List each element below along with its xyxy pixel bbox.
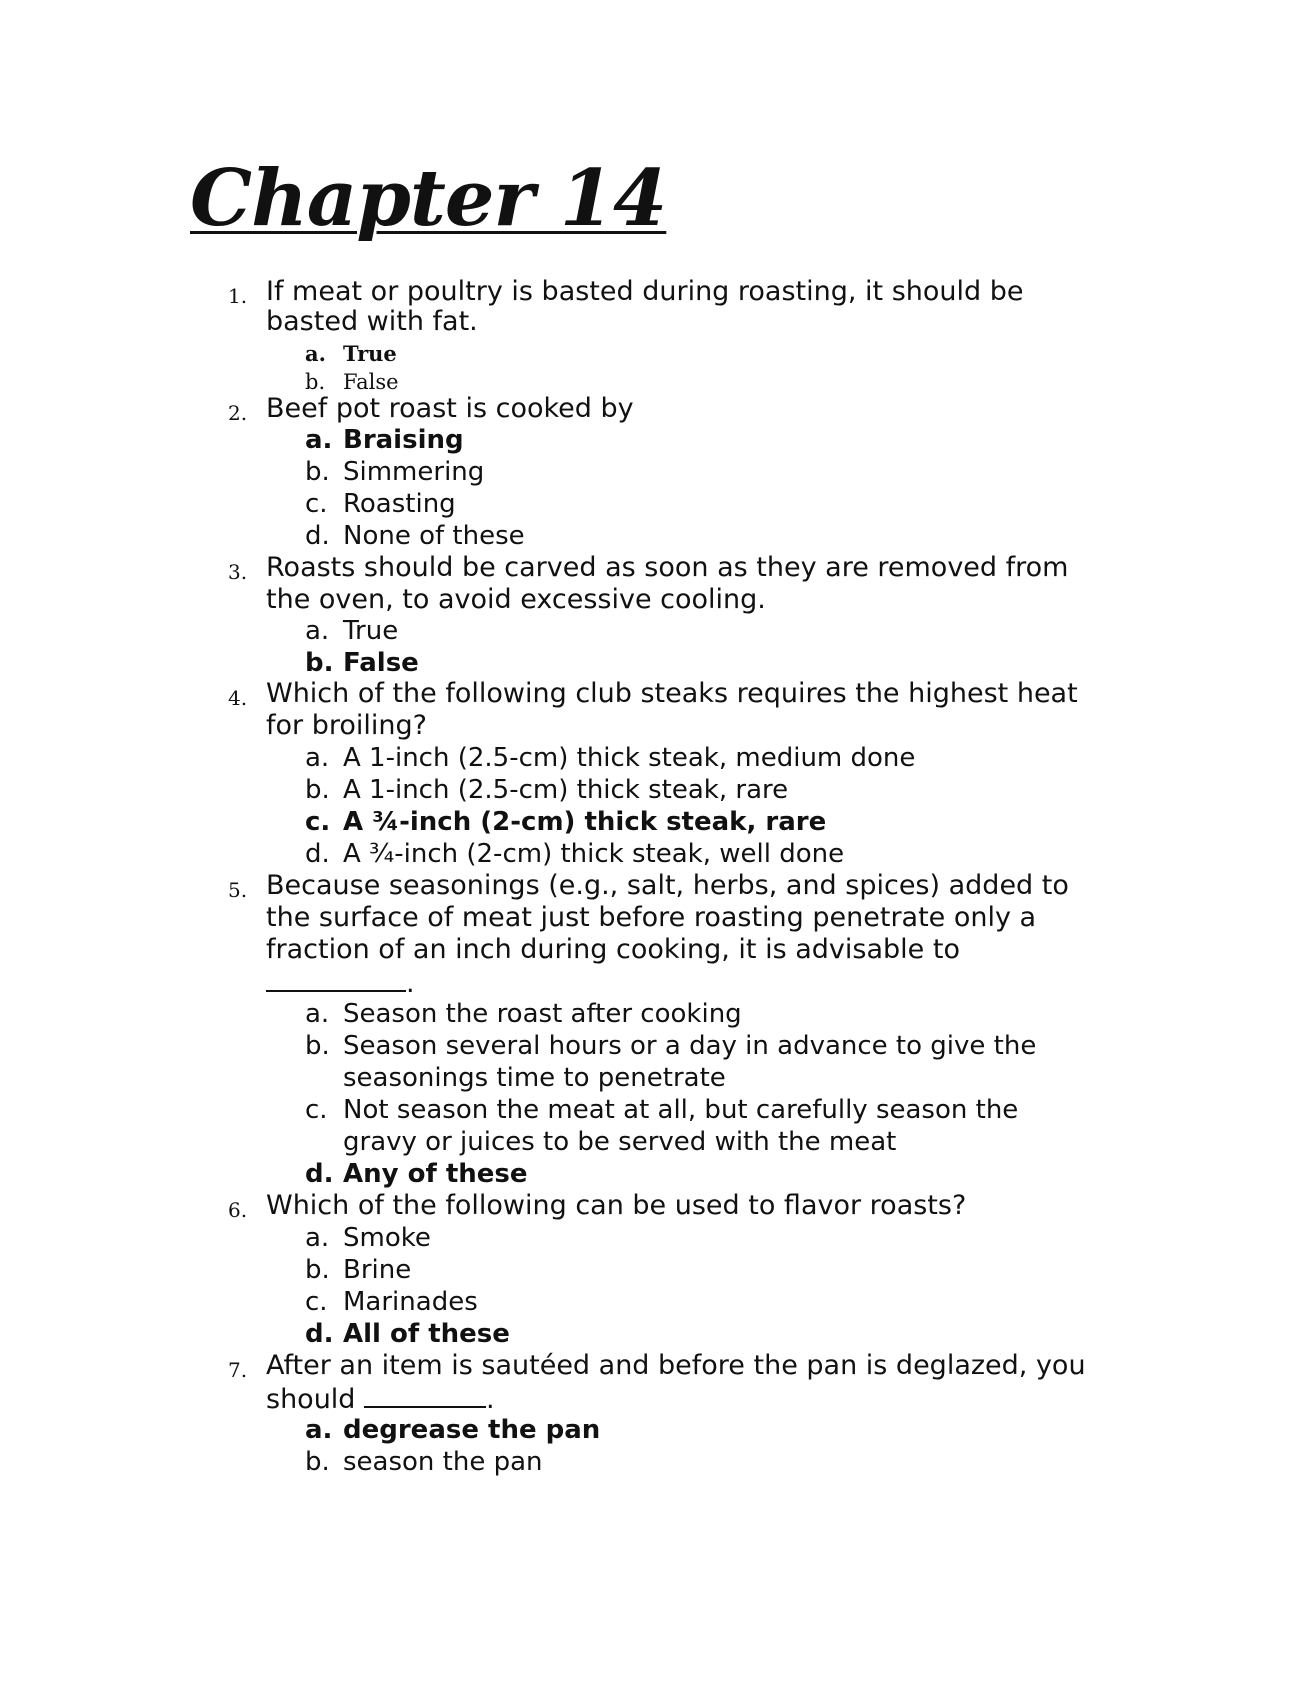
option-text-correct: All of these	[343, 1319, 510, 1349]
option-letter: c.	[305, 1095, 328, 1125]
option-letter: a.	[305, 1415, 333, 1445]
option-letter: b.	[305, 1255, 330, 1285]
question-blank-line	[266, 966, 415, 1000]
option-text-correct: Any of these	[343, 1159, 528, 1189]
question-number: 3.	[228, 560, 248, 584]
option-letter: b.	[305, 648, 334, 678]
option-letter: c.	[305, 489, 328, 519]
option-text-correct: Braising	[343, 425, 464, 455]
option-text-continued: gravy or juices to be served with the meat	[343, 1127, 897, 1157]
question-number: 7.	[228, 1358, 248, 1382]
question-number: 5.	[228, 878, 248, 902]
option-text: A ¾-inch (2-cm) thick steak, well done	[343, 839, 845, 869]
option-letter: d.	[305, 839, 330, 869]
question-blank-line	[266, 1382, 495, 1416]
option-letter: a.	[305, 743, 330, 773]
option-letter: b.	[305, 457, 330, 487]
question-text: After an item is sautéed and before the pan is deglazed, you	[266, 1350, 1086, 1381]
option-text: Roasting	[343, 489, 456, 519]
option-letter: a.	[305, 616, 330, 646]
option-text-correct: False	[343, 648, 419, 678]
option-text: None of these	[343, 521, 525, 551]
question-number: 4.	[228, 686, 248, 710]
option-text: A 1-inch (2.5-cm) thick steak, medium done	[343, 743, 916, 773]
question-text: the oven, to avoid excessive cooling.	[266, 584, 766, 615]
answer-blank	[266, 966, 406, 992]
question-text: should	[266, 1384, 356, 1415]
question-text: Which of the following club steaks requires the highest heat	[266, 678, 1078, 709]
question-text: .	[486, 1384, 495, 1415]
question-text: for broiling?	[266, 710, 427, 741]
option-letter: a.	[305, 999, 330, 1029]
question-text: Which of the following can be used to flavor roasts?	[266, 1190, 967, 1221]
option-text-correct: A ¾-inch (2-cm) thick steak, rare	[343, 807, 827, 837]
option-text: Season several hours or a day in advance to give the	[343, 1031, 1037, 1061]
question-text: .	[406, 968, 415, 999]
option-letter: b.	[305, 1447, 330, 1477]
option-text: Not season the meat at all, but carefully season the	[343, 1095, 1019, 1125]
option-text: A 1-inch (2.5-cm) thick steak, rare	[343, 775, 789, 805]
option-text: Season the roast after cooking	[343, 999, 742, 1029]
option-text-correct: True	[343, 341, 397, 366]
question-text: the surface of meat just before roasting penetrate only a	[266, 902, 1037, 933]
question-number: 1.	[228, 284, 248, 308]
answer-blank	[364, 1382, 486, 1408]
option-text: True	[343, 616, 399, 646]
option-text: Simmering	[343, 457, 485, 487]
question-text: Because seasonings (e.g., salt, herbs, and spices) added to	[266, 870, 1069, 901]
option-letter: a.	[305, 1223, 330, 1253]
option-letter: d.	[305, 1319, 334, 1349]
option-letter: c.	[305, 1287, 328, 1317]
option-text-continued: seasonings time to penetrate	[343, 1063, 726, 1093]
option-letter: b.	[305, 370, 326, 394]
option-text: Marinades	[343, 1287, 478, 1317]
option-letter: c.	[305, 807, 331, 837]
option-text-correct: degrease the pan	[343, 1415, 601, 1445]
option-text: Smoke	[343, 1223, 431, 1253]
chapter-title: Chapter 14	[190, 153, 667, 244]
question-text: Beef pot roast is cooked by	[266, 393, 634, 424]
option-letter: a.	[305, 341, 326, 366]
option-letter: d.	[305, 1159, 334, 1189]
option-text: Brine	[343, 1255, 412, 1285]
option-letter: b.	[305, 775, 330, 805]
option-text: season the pan	[343, 1447, 543, 1477]
question-text: basted with fat.	[266, 306, 478, 337]
option-letter: a.	[305, 425, 333, 455]
question-number: 2.	[228, 401, 248, 425]
option-letter: b.	[305, 1031, 330, 1061]
question-text: fraction of an inch during cooking, it is advisable to	[266, 934, 960, 965]
question-number: 6.	[228, 1198, 248, 1222]
option-text: False	[343, 370, 399, 394]
question-text: Roasts should be carved as soon as they are removed from	[266, 552, 1069, 583]
option-letter: d.	[305, 521, 330, 551]
question-text: If meat or poultry is basted during roasting, it should be	[266, 276, 1024, 307]
